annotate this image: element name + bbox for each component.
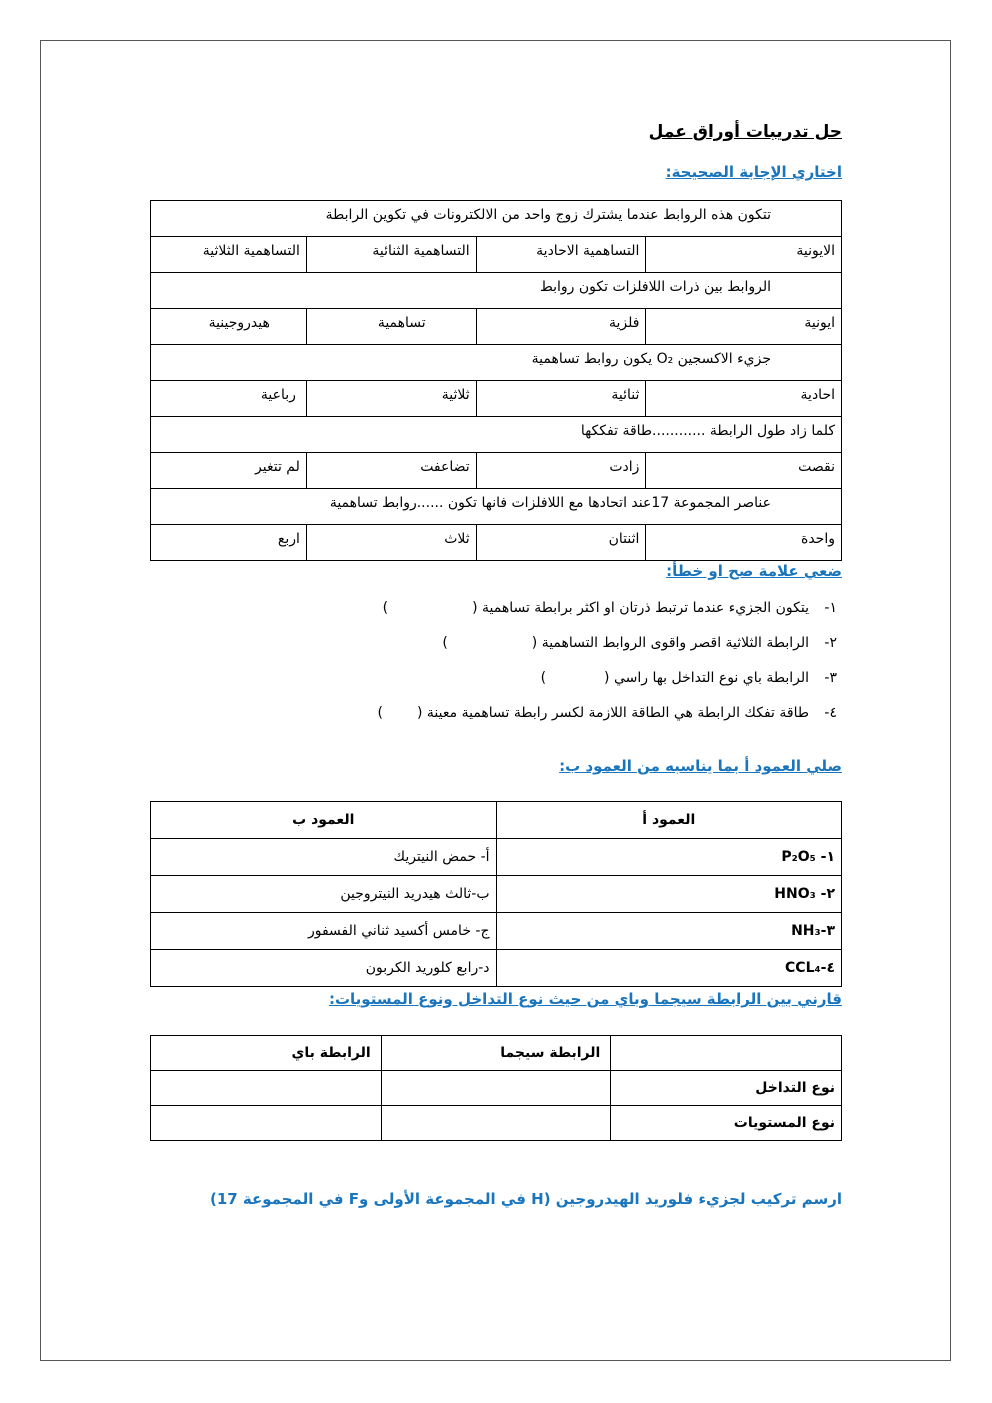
item-close: ) bbox=[377, 705, 384, 721]
column-a-cell: ١- P₂O₅ bbox=[496, 839, 841, 876]
item-number: ٣- bbox=[824, 670, 837, 686]
pi-answer-cell[interactable] bbox=[151, 1106, 382, 1141]
option-cell[interactable]: واحدة bbox=[646, 525, 842, 561]
page-title: حل تدريبات أوراق عمل bbox=[648, 122, 842, 142]
item-text: الرابطة باي نوع التداخل بها راسي ( bbox=[604, 670, 809, 686]
column-b-cell: د-رابع كلوريد الكربون bbox=[151, 950, 497, 987]
question-stem: الروابط بين ذرات اللافلزات تكون روابط bbox=[151, 273, 842, 309]
compare-corner-cell bbox=[611, 1036, 842, 1071]
option-cell[interactable]: اثنتان bbox=[476, 525, 646, 561]
option-cell[interactable]: تضاعفت bbox=[306, 453, 476, 489]
question-stem: جزيء الاكسجين O₂ يكون روابط تساهمية bbox=[151, 345, 842, 381]
section-choose-heading: اختاري الإجابة الصحيحة: bbox=[665, 163, 842, 181]
question-options-row bbox=[151, 309, 842, 345]
item-number: ١- bbox=[824, 600, 837, 616]
question-stem: كلما زاد طول الرابطة ............طاقة تفككها bbox=[151, 417, 842, 453]
compare-header-row bbox=[151, 1036, 842, 1071]
column-a-cell: ٤-CCL₄ bbox=[496, 950, 841, 987]
draw-question: ارسم تركيب لجزيء فلوريد الهيدروجين (H في المجموعة الأولى وF في المجموعة 17) bbox=[209, 1190, 842, 1208]
multiple-choice-table bbox=[150, 200, 842, 561]
section-match-heading: صلي العمود أ بما يناسبه من العمود ب: bbox=[559, 757, 842, 775]
option-cell[interactable]: اربع bbox=[151, 525, 307, 561]
compare-table bbox=[150, 1035, 842, 1141]
match-row bbox=[151, 913, 842, 950]
column-b-cell: أ- حمض النيتريك bbox=[151, 839, 497, 876]
match-table bbox=[150, 801, 842, 987]
true-false-item bbox=[442, 635, 837, 651]
column-a-cell: ٢- HNO₃ bbox=[496, 876, 841, 913]
item-close: ) bbox=[442, 635, 448, 651]
match-header-row bbox=[151, 802, 842, 839]
match-row bbox=[151, 950, 842, 987]
column-b-cell: ج- خامس أكسيد ثناني الفسفور bbox=[151, 913, 497, 950]
compare-row-label: نوع المستويات bbox=[611, 1106, 842, 1141]
item-text: طاقة تفكك الرابطة هي الطاقة اللازمة لكسر رابطة تساهمية معينة ( bbox=[417, 705, 809, 721]
item-number: ٢- bbox=[824, 635, 837, 651]
question-options-row bbox=[151, 453, 842, 489]
compare-row bbox=[151, 1071, 842, 1106]
section-true-false-heading: ضعي علامة صح او خطأ: bbox=[666, 562, 842, 580]
option-cell[interactable]: تساهمية bbox=[306, 309, 476, 345]
item-close: ) bbox=[382, 600, 389, 616]
question-stem: تتكون هذه الروابط عندما يشترك زوج واحد من الالكترونات في تكوين الرابطة bbox=[151, 201, 842, 237]
option-cell[interactable]: لم تتغير bbox=[151, 453, 307, 489]
option-cell[interactable]: ثلاث bbox=[306, 525, 476, 561]
match-row bbox=[151, 876, 842, 913]
pi-answer-cell[interactable] bbox=[151, 1071, 382, 1106]
option-cell[interactable]: نقصت bbox=[646, 453, 842, 489]
question-stem-row bbox=[151, 417, 842, 453]
true-false-item bbox=[378, 705, 837, 721]
option-cell[interactable]: هيدروجينية bbox=[151, 309, 307, 345]
sigma-header: الرابطة سيجما bbox=[381, 1036, 611, 1071]
question-options-row bbox=[151, 525, 842, 561]
sigma-answer-cell[interactable] bbox=[381, 1106, 611, 1141]
true-false-item bbox=[383, 600, 837, 616]
question-options-row bbox=[151, 237, 842, 273]
question-stem-row bbox=[151, 273, 842, 309]
option-cell[interactable]: احادية bbox=[646, 381, 842, 417]
option-cell[interactable]: رباعية bbox=[151, 381, 307, 417]
option-cell[interactable]: ايونية bbox=[646, 309, 842, 345]
sigma-answer-cell[interactable] bbox=[381, 1071, 611, 1106]
option-cell[interactable]: التساهمية الثلاثية bbox=[151, 237, 307, 273]
column-b-cell: ب-ثالث هيدريد النيتروجين bbox=[151, 876, 497, 913]
option-cell[interactable]: التساهمية الاحادية bbox=[476, 237, 646, 273]
option-cell[interactable]: التساهمية الثنائية bbox=[306, 237, 476, 273]
pi-header: الرابطة باي bbox=[151, 1036, 382, 1071]
option-cell[interactable]: ثلاثية bbox=[306, 381, 476, 417]
item-close: ) bbox=[540, 670, 547, 686]
option-cell[interactable]: ثنائية bbox=[476, 381, 646, 417]
question-stem-row bbox=[151, 201, 842, 237]
option-cell[interactable]: فلزية bbox=[476, 309, 646, 345]
option-cell[interactable]: زادت bbox=[476, 453, 646, 489]
item-text: الرابطة الثلاثية اقصر واقوى الروابط التساهمية ( bbox=[531, 635, 809, 651]
question-stem-row bbox=[151, 345, 842, 381]
question-options-row bbox=[151, 381, 842, 417]
column-b-header: العمود ب bbox=[151, 802, 497, 839]
column-a-header: العمود أ bbox=[496, 802, 841, 839]
true-false-item bbox=[541, 670, 837, 686]
item-number: ٤- bbox=[824, 705, 837, 721]
match-row bbox=[151, 839, 842, 876]
question-stem-row bbox=[151, 489, 842, 525]
compare-row bbox=[151, 1106, 842, 1141]
question-stem: عناصر المجموعة 17عند اتحادها مع اللافلزات فانها تكون ......روابط تساهمية bbox=[151, 489, 842, 525]
option-cell[interactable]: الايونية bbox=[646, 237, 842, 273]
column-a-cell: ٣-NH₃ bbox=[496, 913, 841, 950]
section-compare-heading: قارني بين الرابطة سيجما وباي من حيث نوع التداخل ونوع المستويات: bbox=[328, 990, 842, 1008]
compare-row-label: نوع التداخل bbox=[611, 1071, 842, 1106]
item-text: يتكون الجزيء عندما ترتبط ذرتان او اكثر برابطة تساهمية ( bbox=[472, 600, 809, 616]
